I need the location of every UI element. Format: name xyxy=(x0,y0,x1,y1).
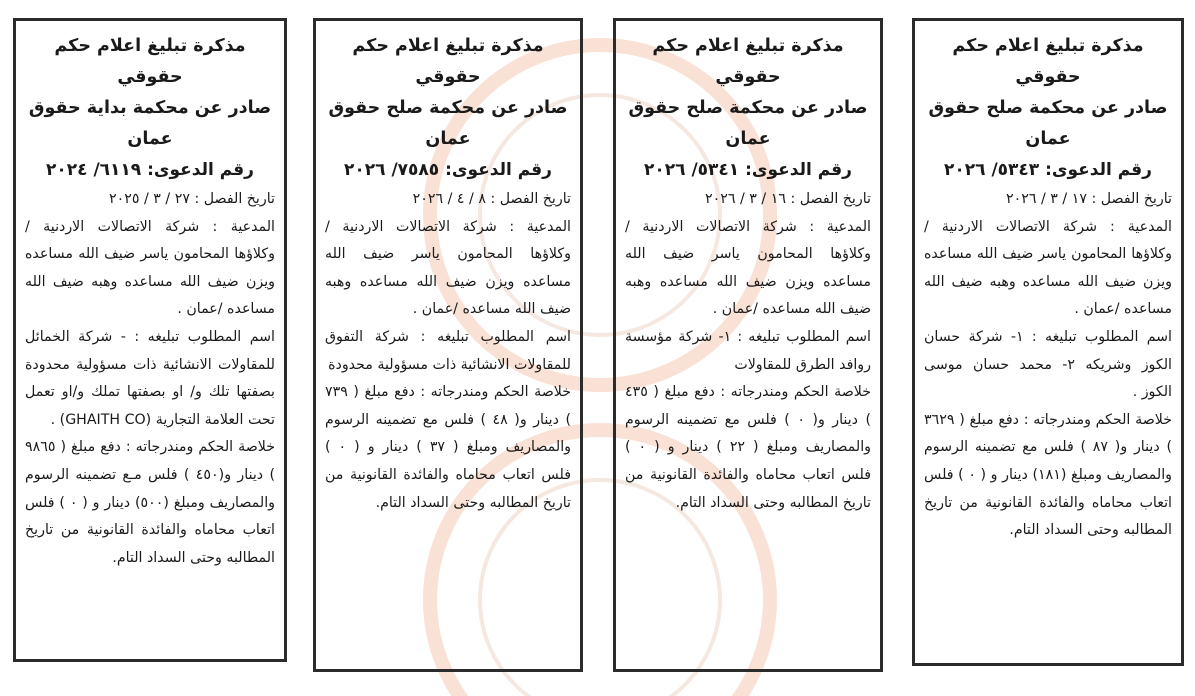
decision-date: تاريخ الفصل : ٢٧ / ٣ / ٢٠٢٥ xyxy=(108,191,275,207)
decision-date: تاريخ الفصل : ١٧ / ٣ / ٢٠٢٦ xyxy=(1005,191,1172,207)
notice-title-line1: مذكرة تبليغ اعلام حكم حقوقي xyxy=(652,36,844,87)
plaintiff-text: المدعية : شركة الاتصالات الاردنية / وكلاؤها المحامون ياسر ضيف الله مساعده ويزن ضيف الله مساعده وهبه ضيف الله مساعده /عمان . xyxy=(325,218,571,318)
case-number: رقم الدعوى: ٥٣٤١/ ٢٠٢٦ xyxy=(644,160,852,180)
case-number: رقم الدعوى: ٥٣٤٣/ ٢٠٢٦ xyxy=(944,160,1152,180)
summary-text: خلاصة الحكم ومندرجاته : دفع مبلغ ( ٣٦٢٩ ) دينار و( ٨٧ ) فلس مع تضمينه الرسوم والمصاريف ومبلغ (١٨١) دينار و ( ٠ ) فلس اتعاب محاماه والفائدة القانونية من تاريخ المطالبه وحتى السداد التام. xyxy=(924,411,1173,539)
defendant-text: اسم المطلوب تبليغه : ١- شركة حسان الكوز وشريكه ٢- محمد حسان موسى الكوز . xyxy=(924,328,1172,401)
decision-date: تاريخ الفصل : ١٦ / ٣ / ٢٠٢٦ xyxy=(704,191,871,207)
notice-column-4 xyxy=(912,18,1184,666)
notice-title-line1: مذكرة تبليغ اعلام حكم حقوقي xyxy=(352,36,544,87)
notice-body xyxy=(625,186,871,517)
plaintiff-text: المدعية : شركة الاتصالات الاردنية / وكلاؤها المحامون ياسر ضيف الله مساعده ويزن ضيف الله مساعده وهبه ضيف الله مساعده /عمان . xyxy=(924,218,1172,318)
plaintiff-text: المدعية : شركة الاتصالات الاردنية / وكلاؤها المحامون ياسر ضيف الله مساعده ويزن ضيف الله مساعده وهبه ضيف الله مساعده /عمان . xyxy=(25,218,275,318)
case-number: رقم الدعوى: ٧٥٨٥/ ٢٠٢٦ xyxy=(344,160,552,180)
notice-title-line1: مذكرة تبليغ اعلام حكم حقوقي xyxy=(54,36,246,87)
defendant-text: اسم المطلوب تبليغه : شركة التفوق للمقاولات الانشائية ذات مسؤولية محدودة xyxy=(325,328,571,373)
notice-title-line1: مذكرة تبليغ اعلام حكم حقوقي xyxy=(952,36,1144,87)
notice-title-line2: صادر عن محكمة صلح حقوق xyxy=(928,98,1168,118)
notice-body xyxy=(924,186,1172,545)
notice-title-line2: صادر عن محكمة صلح حقوق xyxy=(328,98,568,118)
notice-title-line3: عمان xyxy=(127,129,173,149)
summary-text: خلاصة الحكم ومندرجاته : دفع مبلغ ( ٩٨٦٥ ) دينار و(٤٥٠ ) فلس مـع تضمينه الرسوم والمصاريف ومبلغ (٥٠٠) دينار و ( ٠ ) فلس اتعاب محاماه والفائدة القانونية من تاريخ المطالبه وحتى السداد التام. xyxy=(25,439,276,566)
decision-date: تاريخ الفصل : ٨ / ٤ / ٢٠٢٦ xyxy=(412,191,571,207)
plaintiff-text: المدعية : شركة الاتصالات الاردنية / وكلاؤها المحامون ياسر ضيف الله مساعده ويزن ضيف الله مساعده وهبه ضيف الله مساعده /عمان . xyxy=(625,218,871,318)
defendant-text: اسم المطلوب تبليغه : ١- شركة مؤسسة روافد الطرق للمقاولات xyxy=(625,328,871,373)
notice-column-3 xyxy=(613,18,883,672)
notice-title-line3: عمان xyxy=(1025,129,1071,149)
defendant-text: اسم المطلوب تبليغه : - شركة الخمائل للمقاولات الانشائية ذات مسؤولية محدودة بصفتها تلك و/ او بصفتها تملك و/او تعمل تحت العلامة التجارية (GHAITH CO) . xyxy=(25,328,275,428)
notice-title-line2: صادر عن محكمة بداية حقوق xyxy=(28,98,272,118)
summary-text: خلاصة الحكم ومندرجاته : دفع مبلغ ( ٧٣٩ ) دينار و( ٤٨ ) فلس مع تضمينه الرسوم والمصاريف ومبلغ ( ٣٧ ) دينار و ( ٠ ) فلس اتعاب محاماه والفائدة القانونية من تاريخ المطالبه وحتى السداد التام. xyxy=(325,384,572,511)
summary-text: خلاصة الحكم ومندرجاته : دفع مبلغ ( ٤٣٥ ) دينار و( ٠ ) فلس مع تضمينه الرسوم والمصاريف ومبلغ ( ٢٢ ) دينار و ( ٠ ) فلس اتعاب محاماه والفائدة القانونية من تاريخ المطالبه وحتى السداد التام. xyxy=(625,384,872,511)
notice-body xyxy=(25,186,275,572)
notice-column-1 xyxy=(13,18,287,662)
notice-body xyxy=(325,186,571,517)
notice-column-2 xyxy=(313,18,583,672)
notice-title-line2: صادر عن محكمة صلح حقوق xyxy=(628,98,868,118)
case-number: رقم الدعوى: ٦١١٩/ ٢٠٢٤ xyxy=(46,160,254,180)
notice-title-line3: عمان xyxy=(425,129,471,149)
notice-title-line3: عمان xyxy=(725,129,771,149)
